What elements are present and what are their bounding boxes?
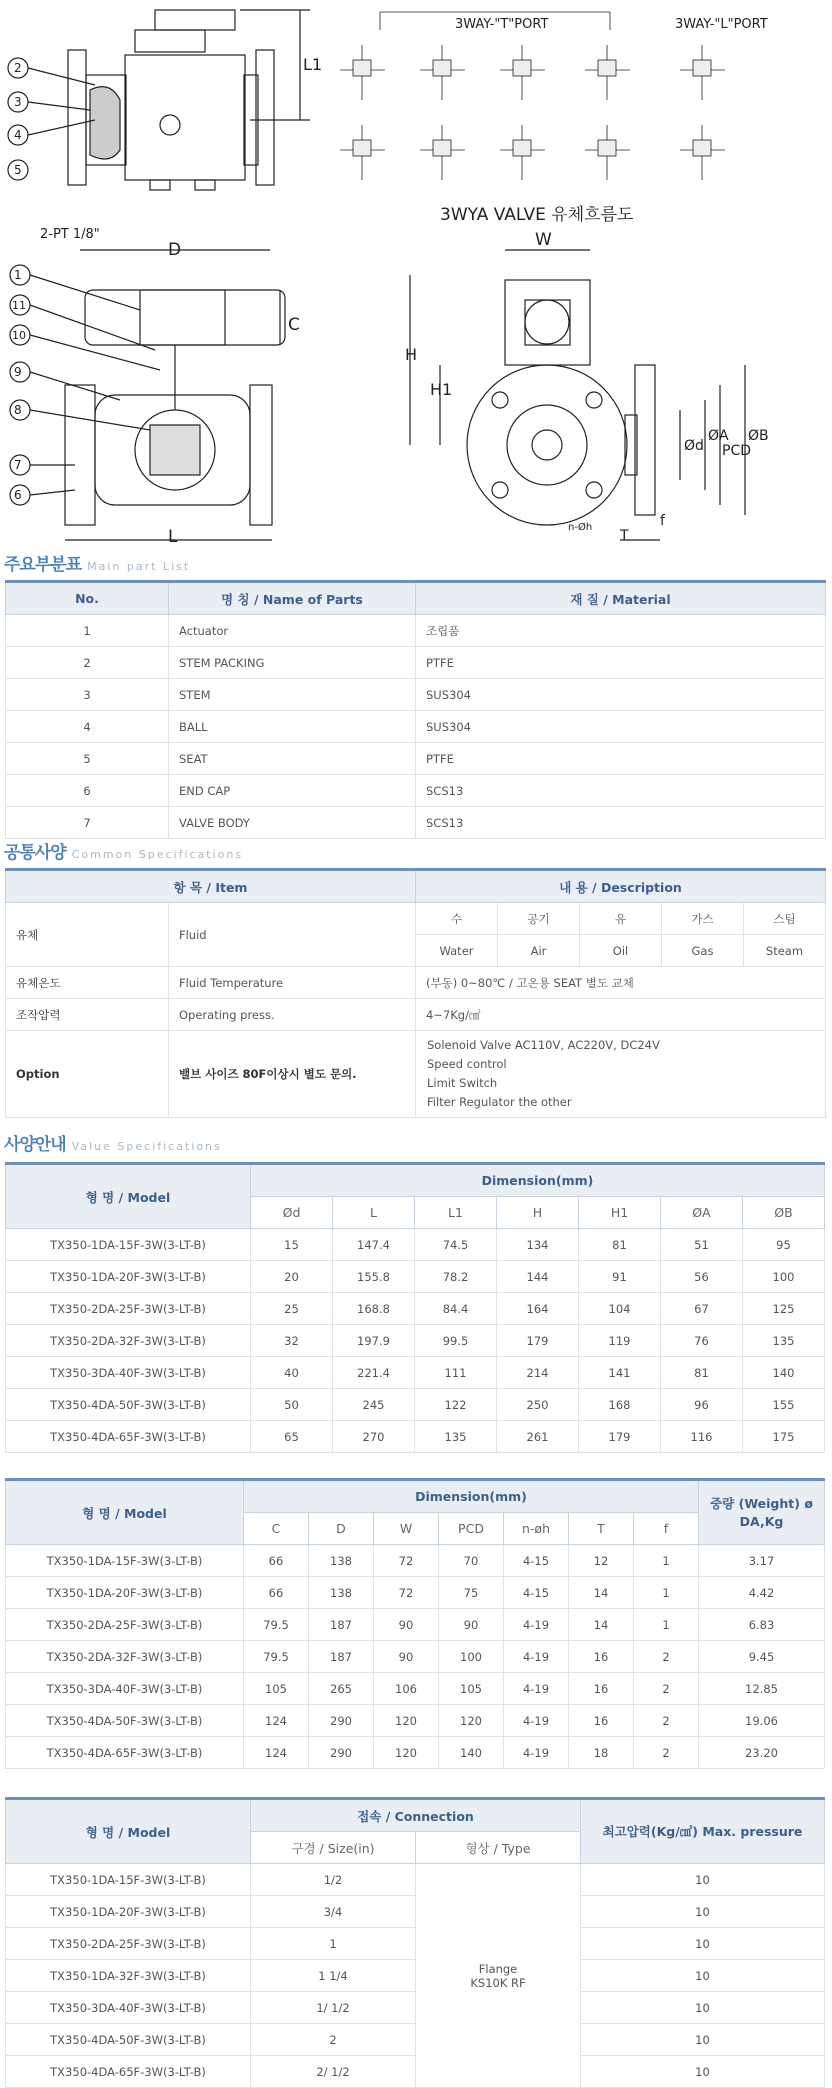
dim-cell: 16: [569, 1673, 634, 1705]
parts-col-name: 명 칭 / Name of Parts: [169, 582, 416, 615]
connection-row: [6, 2024, 825, 2056]
model-cell: TX350-2DA-32F-3W(3-LT-B): [6, 1325, 251, 1357]
connection-row: [6, 1960, 825, 1992]
fluid-type-ko: 스팀: [744, 903, 826, 935]
part-material: SUS304: [416, 679, 826, 711]
dim-row: [6, 1641, 825, 1673]
dim-cell: 144: [497, 1261, 579, 1293]
dim-cell: 140: [439, 1737, 504, 1769]
dim-cell: 104: [579, 1293, 661, 1325]
model-cell: TX350-4DA-65F-3W(3-LT-B): [6, 1737, 244, 1769]
dim-cell: 2: [634, 1641, 699, 1673]
model-cell: TX350-1DA-20F-3W(3-LT-B): [6, 1577, 244, 1609]
parts-row: [6, 807, 826, 839]
dim-cell: 2: [634, 1673, 699, 1705]
dim-cell: 75: [439, 1577, 504, 1609]
dim-col-header: n-øh: [504, 1513, 569, 1545]
callout-10: 10: [12, 329, 26, 342]
pressure-cell: 10: [581, 1928, 825, 1960]
flange-standard: KS10K RF: [470, 1975, 526, 1990]
dim-row: [6, 1421, 825, 1453]
flow-diagram-title: 3WYA VALVE 유체흐름도: [440, 205, 634, 225]
dim-cell: 290: [309, 1705, 374, 1737]
dimension-table-2: [5, 1478, 825, 1769]
part-name: Actuator: [169, 615, 416, 647]
dim-col-header: L1: [415, 1197, 497, 1229]
dim-h-label: H: [405, 345, 418, 364]
model-cell: TX350-1DA-15F-3W(3-LT-B): [6, 1229, 251, 1261]
spec-title-en: Value Specifications: [71, 1140, 222, 1153]
dim-cell: 90: [374, 1609, 439, 1641]
callout-6: 6: [14, 488, 22, 502]
dim-h1-label: H1: [430, 380, 453, 399]
option-label: Option: [6, 1031, 169, 1118]
model-cell: TX350-4DA-50F-3W(3-LT-B): [6, 2024, 251, 2056]
dim-cell: 56: [661, 1261, 743, 1293]
fluid-type-en: Water: [416, 935, 498, 967]
parts-row: [6, 615, 826, 647]
dim-cell: 25: [251, 1293, 333, 1325]
parts-header-row: [6, 582, 826, 615]
dim-cell: 120: [374, 1705, 439, 1737]
dim-cell: 100: [743, 1261, 825, 1293]
flange-label: Flange: [478, 1961, 518, 1976]
callout-8: 8: [14, 403, 22, 417]
dim-col-header: Ød: [251, 1197, 333, 1229]
dim-cell: 1: [634, 1609, 699, 1641]
parts-title-en: Main part List: [87, 560, 191, 573]
dim-c-label: C: [288, 315, 300, 335]
dim-row: [6, 1705, 825, 1737]
parts-row: [6, 775, 826, 807]
part-material: SCS13: [416, 807, 826, 839]
dim-row: [6, 1737, 825, 1769]
press-value: 4~7Kg/㎠: [416, 999, 826, 1031]
dim-row: [6, 1229, 825, 1261]
parts-row: [6, 647, 826, 679]
dim-oa-label: ØA: [708, 428, 729, 444]
dim-cell: 15: [251, 1229, 333, 1261]
size-cell: 1/2: [251, 1864, 416, 1896]
temp-label-ko: 유체온도: [6, 967, 169, 999]
dim-cell: 4-19: [504, 1673, 569, 1705]
dim-cell: 79.5: [244, 1609, 309, 1641]
dim-cell: 245: [333, 1389, 415, 1421]
dim-cell: 4-19: [504, 1609, 569, 1641]
part-material: PTFE: [416, 743, 826, 775]
dim-f-label: f: [660, 513, 665, 529]
dim-cell: 95: [743, 1229, 825, 1261]
dim-cell: 40: [251, 1357, 333, 1389]
model-cell: TX350-1DA-20F-3W(3-LT-B): [6, 1896, 251, 1928]
connection-table: [5, 1797, 825, 2088]
dim-cell: 141: [579, 1357, 661, 1389]
dim-cell: 81: [661, 1357, 743, 1389]
dim-cell: 14: [569, 1577, 634, 1609]
dimension-header: Dimension(mm): [251, 1164, 825, 1197]
part-name: SEAT: [169, 743, 416, 775]
dim-cell: 96: [661, 1389, 743, 1421]
model-cell: TX350-4DA-65F-3W(3-LT-B): [6, 1421, 251, 1453]
weight-cell: 9.45: [699, 1641, 825, 1673]
dim-cell: 290: [309, 1737, 374, 1769]
dim-cell: 168: [579, 1389, 661, 1421]
pressure-header: 최고압력(Kg/㎠) Max. pressure: [581, 1799, 825, 1864]
dim-cell: 119: [579, 1325, 661, 1357]
dim-col-header: H1: [579, 1197, 661, 1229]
fluid-type-ko: 공기: [498, 903, 580, 935]
fluid-type-en: Oil: [580, 935, 662, 967]
dim-row: [6, 1673, 825, 1705]
flow-diagrams: [340, 12, 725, 180]
model-header: 형 명 / Model: [6, 1164, 251, 1229]
dim-cell: 135: [743, 1325, 825, 1357]
dim-cell: 197.9: [333, 1325, 415, 1357]
dim-cell: 106: [374, 1673, 439, 1705]
dim-cell: 66: [244, 1577, 309, 1609]
dim-col-header: T: [569, 1513, 634, 1545]
dim-d-label: D: [168, 240, 182, 260]
dim-cell: 67: [661, 1293, 743, 1325]
size-cell: 1 1/4: [251, 1960, 416, 1992]
weight-cell: 3.17: [699, 1545, 825, 1577]
dim-cell: 105: [244, 1673, 309, 1705]
option-note: 밸브 사이즈 80F이상시 별도 문의.: [169, 1031, 416, 1118]
dim-col-header: ØA: [661, 1197, 743, 1229]
dim-cell: 90: [439, 1609, 504, 1641]
model-cell: TX350-4DA-65F-3W(3-LT-B): [6, 2056, 251, 2088]
dim-cell: 124: [244, 1705, 309, 1737]
size-cell: 3/4: [251, 1896, 416, 1928]
spec-title-ko: 사양안내: [4, 1135, 66, 1155]
model-header: 형 명 / Model: [6, 1480, 244, 1545]
dim-cell: 265: [309, 1673, 374, 1705]
model-cell: TX350-1DA-32F-3W(3-LT-B): [6, 1960, 251, 1992]
size-cell: 2/ 1/2: [251, 2056, 416, 2088]
option-list: [416, 1031, 826, 1118]
dim-cell: 4-19: [504, 1641, 569, 1673]
model-cell: TX350-1DA-15F-3W(3-LT-B): [6, 1864, 251, 1896]
part-material: PTFE: [416, 647, 826, 679]
dim-cell: 32: [251, 1325, 333, 1357]
parts-col-no: No.: [6, 582, 169, 615]
dim-t-label: T: [620, 528, 629, 544]
dim-cell: 221.4: [333, 1357, 415, 1389]
dim-cell: 76: [661, 1325, 743, 1357]
fluid-label-ko: 유체: [6, 903, 169, 967]
l-port-label: 3WAY-"L"PORT: [675, 17, 768, 32]
parts-title-ko: 주요부분표: [4, 555, 82, 575]
temp-value: (부동) 0~80℃ / 고온용 SEAT 별도 교체: [416, 967, 826, 999]
dim-col-header: PCD: [439, 1513, 504, 1545]
dim-col-header: W: [374, 1513, 439, 1545]
callout-2: 2: [14, 61, 22, 75]
dim-cell: 51: [661, 1229, 743, 1261]
part-material: SCS13: [416, 775, 826, 807]
dim-cell: 124: [244, 1737, 309, 1769]
dim-col-header: f: [634, 1513, 699, 1545]
dim-od-label: Ød: [684, 438, 704, 454]
part-material: SUS304: [416, 711, 826, 743]
dim-cell: 74.5: [415, 1229, 497, 1261]
dim-pcd-label: PCD: [722, 443, 751, 459]
dim-cell: 65: [251, 1421, 333, 1453]
dim-cell: 116: [661, 1421, 743, 1453]
side-valve-drawing: [65, 250, 285, 540]
model-cell: TX350-3DA-40F-3W(3-LT-B): [6, 1992, 251, 2024]
size-cell: 2: [251, 2024, 416, 2056]
dim-row: [6, 1545, 825, 1577]
callout-4: 4: [14, 128, 22, 142]
dim-cell: 70: [439, 1545, 504, 1577]
dim-cell: 179: [497, 1325, 579, 1357]
fluid-label-en: Fluid: [169, 903, 416, 967]
dim-cell: 66: [244, 1545, 309, 1577]
dim-cell: 175: [743, 1421, 825, 1453]
dim-cell: 4-19: [504, 1737, 569, 1769]
dim-cell: 14: [569, 1609, 634, 1641]
dim-cell: 140: [743, 1357, 825, 1389]
common-table: [5, 868, 826, 1118]
dim-row: [6, 1577, 825, 1609]
dim-cell: 2: [634, 1737, 699, 1769]
parts-table: [5, 580, 826, 839]
model-cell: TX350-2DA-25F-3W(3-LT-B): [6, 1293, 251, 1325]
press-label-en: Operating press.: [169, 999, 416, 1031]
t-port-label: 3WAY-"T"PORT: [455, 17, 549, 32]
part-no: 6: [6, 775, 169, 807]
part-no: 7: [6, 807, 169, 839]
callout-1: 1: [14, 268, 22, 282]
parts-row: [6, 743, 826, 775]
dim-cell: 179: [579, 1421, 661, 1453]
model-cell: TX350-2DA-25F-3W(3-LT-B): [6, 1609, 244, 1641]
dim-cell: 120: [374, 1737, 439, 1769]
dim-col-header: C: [244, 1513, 309, 1545]
dim-l-label: L: [168, 527, 178, 547]
dim-cell: 250: [497, 1389, 579, 1421]
dim-ob-label: ØB: [748, 428, 769, 444]
part-no: 1: [6, 615, 169, 647]
connection-row: [6, 1928, 825, 1960]
pressure-cell: 10: [581, 1992, 825, 2024]
part-name: BALL: [169, 711, 416, 743]
dim-cell: 155: [743, 1389, 825, 1421]
common-header-item: 항 목 / Item: [6, 870, 416, 903]
dim-row: [6, 1357, 825, 1389]
connection-row: [6, 1864, 825, 1896]
dim-col-header: H: [497, 1197, 579, 1229]
part-no: 2: [6, 647, 169, 679]
model-cell: TX350-2DA-32F-3W(3-LT-B): [6, 1641, 244, 1673]
dim-row: [6, 1609, 825, 1641]
model-cell: TX350-1DA-15F-3W(3-LT-B): [6, 1545, 244, 1577]
parts-section-title: [4, 550, 190, 575]
dim-cell: 12: [569, 1545, 634, 1577]
dim-cell: 111: [415, 1357, 497, 1389]
dim-cell: 214: [497, 1357, 579, 1389]
dim-cell: 155.8: [333, 1261, 415, 1293]
size-cell: 1: [251, 1928, 416, 1960]
dim-cell: 72: [374, 1577, 439, 1609]
dim-cell: 72: [374, 1545, 439, 1577]
part-no: 3: [6, 679, 169, 711]
callout-7: 7: [14, 458, 22, 472]
dim-cell: 261: [497, 1421, 579, 1453]
dim-cell: 4-19: [504, 1705, 569, 1737]
dim-cell: 4-15: [504, 1577, 569, 1609]
dim-cell: 79.5: [244, 1641, 309, 1673]
weight-cell: 4.42: [699, 1577, 825, 1609]
dim-cell: 4-15: [504, 1545, 569, 1577]
connection-row: [6, 2056, 825, 2088]
model-header: 형 명 / Model: [6, 1799, 251, 1864]
type-header: 형상 / Type: [416, 1832, 581, 1864]
dim-cell: 120: [439, 1705, 504, 1737]
dim-cell: 168.8: [333, 1293, 415, 1325]
callout-5: 5: [14, 163, 22, 177]
dim-cell: 122: [415, 1389, 497, 1421]
pressure-cell: 10: [581, 1960, 825, 1992]
temp-label-en: Fluid Temperature: [169, 967, 416, 999]
dim-cell: 1: [634, 1545, 699, 1577]
option-item: Limit Switch: [427, 1076, 498, 1090]
valve-technical-drawing: [0, 0, 832, 555]
part-name: END CAP: [169, 775, 416, 807]
dim-row: [6, 1293, 825, 1325]
option-item: Filter Regulator the other: [427, 1095, 572, 1109]
pressure-cell: 10: [581, 1896, 825, 1928]
fluid-type-en: Air: [498, 935, 580, 967]
parts-row: [6, 711, 826, 743]
part-no: 5: [6, 743, 169, 775]
fluid-type-en: Gas: [662, 935, 744, 967]
type-cell: [416, 1864, 581, 2088]
dim-cell: 100: [439, 1641, 504, 1673]
dim-cell: 135: [415, 1421, 497, 1453]
dim-cell: 90: [374, 1641, 439, 1673]
dim-nh-label: n-Øh: [568, 522, 593, 533]
fluid-type-ko: 수: [416, 903, 498, 935]
option-item: Solenoid Valve AC110V, AC220V, DC24V: [427, 1038, 660, 1052]
size-header: 구경 / Size(in): [251, 1832, 416, 1864]
connection-row: [6, 1992, 825, 2024]
model-cell: TX350-3DA-40F-3W(3-LT-B): [6, 1357, 251, 1389]
front-valve-drawing: [410, 250, 745, 540]
dim-cell: 147.4: [333, 1229, 415, 1261]
dim-cell: 2: [634, 1705, 699, 1737]
dim-cell: 138: [309, 1545, 374, 1577]
part-name: VALVE BODY: [169, 807, 416, 839]
port-label: 2-PT 1/8": [40, 227, 100, 242]
part-no: 4: [6, 711, 169, 743]
callout-9: 9: [14, 365, 22, 379]
weight-header: 중량 (Weight) ø DA,Kg: [699, 1480, 825, 1545]
pressure-cell: 10: [581, 1864, 825, 1896]
connection-row: [6, 1896, 825, 1928]
dim-cell: 78.2: [415, 1261, 497, 1293]
dim-w-label: W: [535, 230, 552, 250]
callout-11: 11: [12, 299, 26, 312]
dim-cell: 270: [333, 1421, 415, 1453]
weight-cell: 23.20: [699, 1737, 825, 1769]
pressure-cell: 10: [581, 2056, 825, 2088]
model-cell: TX350-1DA-20F-3W(3-LT-B): [6, 1261, 251, 1293]
weight-cell: 12.85: [699, 1673, 825, 1705]
callout-3: 3: [14, 95, 22, 109]
fluid-type-ko: 가스: [662, 903, 744, 935]
dim-cell: 138: [309, 1577, 374, 1609]
weight-cell: 6.83: [699, 1609, 825, 1641]
size-cell: 1/ 1/2: [251, 1992, 416, 2024]
dim-cell: 20: [251, 1261, 333, 1293]
dim-l1-label: L1: [303, 55, 323, 74]
callouts-top: [8, 58, 95, 180]
dim-cell: 164: [497, 1293, 579, 1325]
model-cell: TX350-4DA-50F-3W(3-LT-B): [6, 1705, 244, 1737]
fluid-type-en: Steam: [744, 935, 826, 967]
dim-cell: 1: [634, 1577, 699, 1609]
parts-row: [6, 679, 826, 711]
dim-row: [6, 1389, 825, 1421]
dim-row: [6, 1325, 825, 1357]
model-cell: TX350-2DA-25F-3W(3-LT-B): [6, 1928, 251, 1960]
press-label-ko: 조작압력: [6, 999, 169, 1031]
common-title-ko: 공통사양: [4, 843, 66, 863]
parts-col-material: 재 질 / Material: [416, 582, 826, 615]
dim-row: [6, 1261, 825, 1293]
dimension-header: Dimension(mm): [244, 1480, 699, 1513]
connection-header: 접속 / Connection: [251, 1799, 581, 1832]
model-cell: TX350-4DA-50F-3W(3-LT-B): [6, 1389, 251, 1421]
dim-cell: 187: [309, 1609, 374, 1641]
dim-cell: 16: [569, 1705, 634, 1737]
weight-cell: 19.06: [699, 1705, 825, 1737]
dim-cell: 50: [251, 1389, 333, 1421]
dimension-table-1: [5, 1162, 825, 1453]
dim-cell: 134: [497, 1229, 579, 1261]
dim-cell: 91: [579, 1261, 661, 1293]
common-section-title: [4, 838, 243, 863]
common-title-en: Common Specifications: [71, 848, 244, 861]
dim-cell: 187: [309, 1641, 374, 1673]
common-header-desc: 내 용 / Description: [416, 870, 826, 903]
pressure-cell: 10: [581, 2024, 825, 2056]
fluid-type-ko: 유: [580, 903, 662, 935]
dim-col-header: L: [333, 1197, 415, 1229]
spec-section-title: [4, 1130, 222, 1155]
dim-cell: 125: [743, 1293, 825, 1325]
dim-col-header: D: [309, 1513, 374, 1545]
dim-cell: 18: [569, 1737, 634, 1769]
part-name: STEM PACKING: [169, 647, 416, 679]
part-material: 조립품: [416, 615, 826, 647]
dim-cell: 81: [579, 1229, 661, 1261]
top-valve-drawing: [68, 10, 310, 190]
part-name: STEM: [169, 679, 416, 711]
dim-cell: 16: [569, 1641, 634, 1673]
dim-cell: 105: [439, 1673, 504, 1705]
dim-cell: 99.5: [415, 1325, 497, 1357]
model-cell: TX350-3DA-40F-3W(3-LT-B): [6, 1673, 244, 1705]
dim-col-header: ØB: [743, 1197, 825, 1229]
dim-cell: 84.4: [415, 1293, 497, 1325]
option-item: Speed control: [427, 1057, 507, 1071]
